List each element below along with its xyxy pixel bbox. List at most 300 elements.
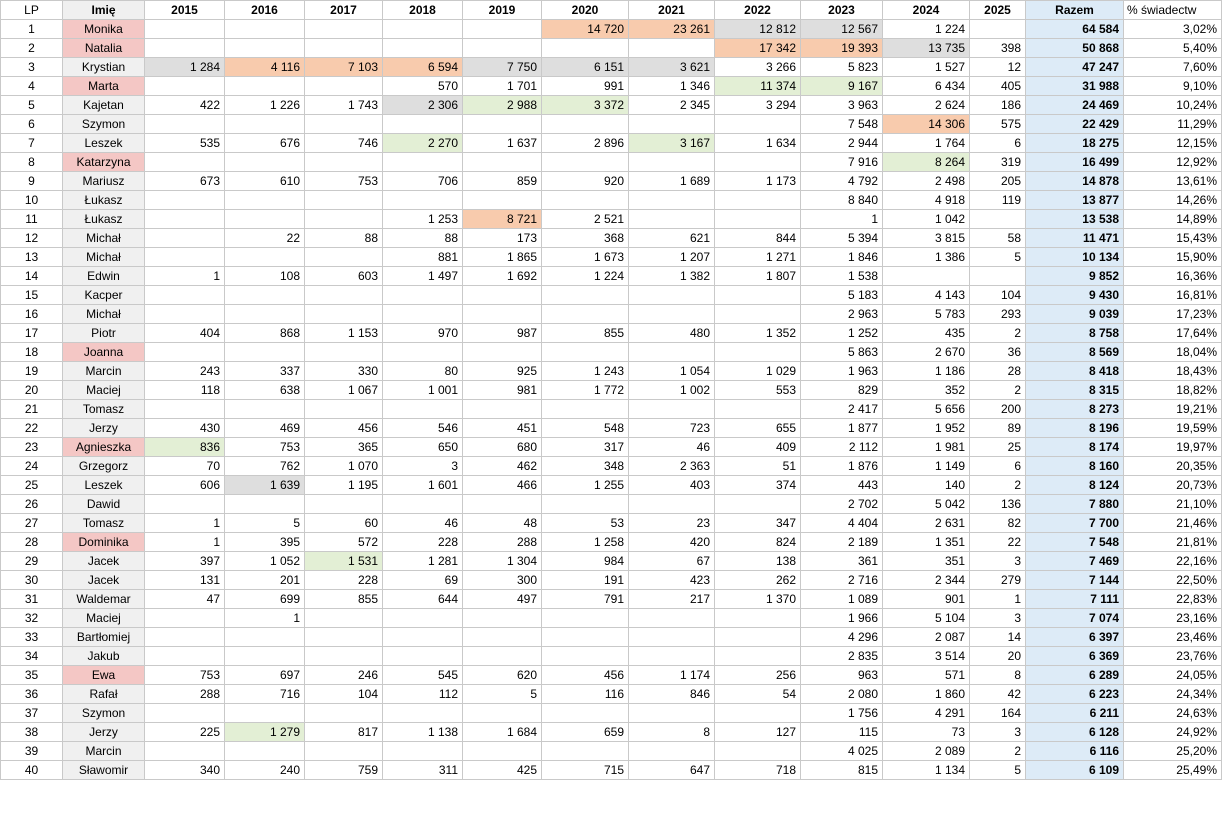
total-cell[interactable]: 8 418: [1026, 362, 1124, 381]
year-value-cell[interactable]: 846: [629, 685, 715, 704]
year-value-cell[interactable]: 300: [463, 571, 542, 590]
year-value-cell[interactable]: 340: [145, 761, 225, 780]
year-value-cell[interactable]: [629, 115, 715, 134]
name-cell[interactable]: Jakub: [63, 647, 145, 666]
year-value-cell[interactable]: [463, 115, 542, 134]
percent-cell[interactable]: 23,76%: [1124, 647, 1222, 666]
year-value-cell[interactable]: [542, 305, 629, 324]
year-value-cell[interactable]: 337: [225, 362, 305, 381]
year-value-cell[interactable]: [383, 742, 463, 761]
lp-cell[interactable]: 25: [1, 476, 63, 495]
year-value-cell[interactable]: 676: [225, 134, 305, 153]
year-value-cell[interactable]: 859: [463, 172, 542, 191]
year-value-cell[interactable]: 1 067: [305, 381, 383, 400]
year-value-cell[interactable]: [542, 495, 629, 514]
year-value-cell[interactable]: [305, 628, 383, 647]
year-value-cell[interactable]: 603: [305, 267, 383, 286]
percent-cell[interactable]: 17,23%: [1124, 305, 1222, 324]
year-value-cell[interactable]: 5: [463, 685, 542, 704]
year-value-cell[interactable]: [970, 20, 1026, 39]
year-value-cell[interactable]: 1 255: [542, 476, 629, 495]
year-value-cell[interactable]: 817: [305, 723, 383, 742]
year-value-cell[interactable]: 1 174: [629, 666, 715, 685]
lp-cell[interactable]: 19: [1, 362, 63, 381]
year-value-cell[interactable]: 497: [463, 590, 542, 609]
total-cell[interactable]: 6 128: [1026, 723, 1124, 742]
year-value-cell[interactable]: 395: [225, 533, 305, 552]
year-value-cell[interactable]: 753: [305, 172, 383, 191]
name-cell[interactable]: Piotr: [63, 324, 145, 343]
percent-cell[interactable]: 24,92%: [1124, 723, 1222, 742]
header-year[interactable]: 2022: [715, 1, 801, 20]
header-year[interactable]: 2024: [883, 1, 970, 20]
year-value-cell[interactable]: 1 149: [883, 457, 970, 476]
year-value-cell[interactable]: 1 807: [715, 267, 801, 286]
year-value-cell[interactable]: 1 963: [801, 362, 883, 381]
year-value-cell[interactable]: [715, 742, 801, 761]
year-value-cell[interactable]: 2 417: [801, 400, 883, 419]
year-value-cell[interactable]: [383, 609, 463, 628]
year-value-cell[interactable]: 920: [542, 172, 629, 191]
year-value-cell[interactable]: [383, 628, 463, 647]
year-value-cell[interactable]: 1 153: [305, 324, 383, 343]
year-value-cell[interactable]: 1: [145, 514, 225, 533]
total-cell[interactable]: 14 878: [1026, 172, 1124, 191]
year-value-cell[interactable]: 311: [383, 761, 463, 780]
total-cell[interactable]: 8 196: [1026, 419, 1124, 438]
year-value-cell[interactable]: 256: [715, 666, 801, 685]
year-value-cell[interactable]: [542, 628, 629, 647]
year-value-cell[interactable]: 3: [970, 552, 1026, 571]
year-value-cell[interactable]: [715, 343, 801, 362]
year-value-cell[interactable]: 108: [225, 267, 305, 286]
percent-cell[interactable]: 22,16%: [1124, 552, 1222, 571]
year-value-cell[interactable]: 1 271: [715, 248, 801, 267]
year-value-cell[interactable]: [970, 267, 1026, 286]
year-value-cell[interactable]: 319: [970, 153, 1026, 172]
lp-cell[interactable]: 12: [1, 229, 63, 248]
year-value-cell[interactable]: 469: [225, 419, 305, 438]
year-value-cell[interactable]: 855: [305, 590, 383, 609]
year-value-cell[interactable]: [305, 191, 383, 210]
year-value-cell[interactable]: [225, 305, 305, 324]
year-value-cell[interactable]: 8: [629, 723, 715, 742]
year-value-cell[interactable]: [383, 704, 463, 723]
year-value-cell[interactable]: [225, 628, 305, 647]
lp-cell[interactable]: 27: [1, 514, 63, 533]
name-cell[interactable]: Waldemar: [63, 590, 145, 609]
year-value-cell[interactable]: 217: [629, 590, 715, 609]
year-value-cell[interactable]: 715: [542, 761, 629, 780]
lp-cell[interactable]: 40: [1, 761, 63, 780]
name-cell[interactable]: Marcin: [63, 742, 145, 761]
year-value-cell[interactable]: 1: [145, 533, 225, 552]
year-value-cell[interactable]: 104: [970, 286, 1026, 305]
year-value-cell[interactable]: 246: [305, 666, 383, 685]
name-cell[interactable]: Kacper: [63, 286, 145, 305]
year-value-cell[interactable]: [463, 495, 542, 514]
year-value-cell[interactable]: 2 270: [383, 134, 463, 153]
percent-cell[interactable]: 19,21%: [1124, 400, 1222, 419]
percent-cell[interactable]: 12,15%: [1124, 134, 1222, 153]
year-value-cell[interactable]: 1: [970, 590, 1026, 609]
year-value-cell[interactable]: [145, 115, 225, 134]
year-value-cell[interactable]: [305, 400, 383, 419]
year-value-cell[interactable]: 7 750: [463, 58, 542, 77]
year-value-cell[interactable]: [463, 153, 542, 172]
lp-cell[interactable]: 16: [1, 305, 63, 324]
year-value-cell[interactable]: 855: [542, 324, 629, 343]
percent-cell[interactable]: 25,49%: [1124, 761, 1222, 780]
lp-cell[interactable]: 36: [1, 685, 63, 704]
year-value-cell[interactable]: 60: [305, 514, 383, 533]
year-value-cell[interactable]: 3 372: [542, 96, 629, 115]
year-value-cell[interactable]: 5 042: [883, 495, 970, 514]
year-value-cell[interactable]: 1 243: [542, 362, 629, 381]
year-value-cell[interactable]: 420: [629, 533, 715, 552]
year-value-cell[interactable]: [145, 248, 225, 267]
name-cell[interactable]: Dominika: [63, 533, 145, 552]
year-value-cell[interactable]: 1 351: [883, 533, 970, 552]
name-cell[interactable]: Mariusz: [63, 172, 145, 191]
year-value-cell[interactable]: 970: [383, 324, 463, 343]
year-value-cell[interactable]: [542, 39, 629, 58]
name-cell[interactable]: Marcin: [63, 362, 145, 381]
year-value-cell[interactable]: 836: [145, 438, 225, 457]
total-cell[interactable]: 8 758: [1026, 324, 1124, 343]
year-value-cell[interactable]: 1 639: [225, 476, 305, 495]
year-value-cell[interactable]: [542, 343, 629, 362]
year-value-cell[interactable]: [629, 628, 715, 647]
year-value-cell[interactable]: 430: [145, 419, 225, 438]
year-value-cell[interactable]: 5 394: [801, 229, 883, 248]
name-cell[interactable]: Ewa: [63, 666, 145, 685]
year-value-cell[interactable]: 13 735: [883, 39, 970, 58]
year-value-cell[interactable]: [383, 20, 463, 39]
year-value-cell[interactable]: 422: [145, 96, 225, 115]
year-value-cell[interactable]: 5 183: [801, 286, 883, 305]
year-value-cell[interactable]: 1 382: [629, 267, 715, 286]
year-value-cell[interactable]: 186: [970, 96, 1026, 115]
year-value-cell[interactable]: 1 173: [715, 172, 801, 191]
name-cell[interactable]: Katarzyna: [63, 153, 145, 172]
year-value-cell[interactable]: 2 087: [883, 628, 970, 647]
lp-cell[interactable]: 31: [1, 590, 63, 609]
name-cell[interactable]: Leszek: [63, 476, 145, 495]
name-cell[interactable]: Agnieszka: [63, 438, 145, 457]
year-value-cell[interactable]: [145, 343, 225, 362]
year-value-cell[interactable]: 572: [305, 533, 383, 552]
year-value-cell[interactable]: 545: [383, 666, 463, 685]
year-value-cell[interactable]: [305, 742, 383, 761]
year-value-cell[interactable]: 14: [970, 628, 1026, 647]
year-value-cell[interactable]: 12: [970, 58, 1026, 77]
year-value-cell[interactable]: 6: [970, 457, 1026, 476]
year-value-cell[interactable]: 28: [970, 362, 1026, 381]
year-value-cell[interactable]: 347: [715, 514, 801, 533]
lp-cell[interactable]: 29: [1, 552, 63, 571]
year-value-cell[interactable]: [542, 742, 629, 761]
year-value-cell[interactable]: 173: [463, 229, 542, 248]
year-value-cell[interactable]: 317: [542, 438, 629, 457]
year-value-cell[interactable]: 723: [629, 419, 715, 438]
year-value-cell[interactable]: [225, 742, 305, 761]
total-cell[interactable]: 7 074: [1026, 609, 1124, 628]
year-value-cell[interactable]: 279: [970, 571, 1026, 590]
year-value-cell[interactable]: 191: [542, 571, 629, 590]
lp-cell[interactable]: 28: [1, 533, 63, 552]
year-value-cell[interactable]: [225, 153, 305, 172]
year-value-cell[interactable]: 480: [629, 324, 715, 343]
percent-cell[interactable]: 19,59%: [1124, 419, 1222, 438]
year-value-cell[interactable]: [463, 286, 542, 305]
name-cell[interactable]: Dawid: [63, 495, 145, 514]
year-value-cell[interactable]: 1 865: [463, 248, 542, 267]
year-value-cell[interactable]: 116: [542, 685, 629, 704]
year-value-cell[interactable]: 1 981: [883, 438, 970, 457]
lp-cell[interactable]: 4: [1, 77, 63, 96]
year-value-cell[interactable]: 330: [305, 362, 383, 381]
year-value-cell[interactable]: 288: [463, 533, 542, 552]
percent-cell[interactable]: 13,61%: [1124, 172, 1222, 191]
name-cell[interactable]: Jerzy: [63, 723, 145, 742]
year-value-cell[interactable]: 981: [463, 381, 542, 400]
year-value-cell[interactable]: [225, 647, 305, 666]
name-cell[interactable]: Łukasz: [63, 191, 145, 210]
year-value-cell[interactable]: [383, 305, 463, 324]
year-value-cell[interactable]: 1 497: [383, 267, 463, 286]
year-value-cell[interactable]: 571: [883, 666, 970, 685]
total-cell[interactable]: 11 471: [1026, 229, 1124, 248]
year-value-cell[interactable]: 1 527: [883, 58, 970, 77]
year-value-cell[interactable]: [305, 153, 383, 172]
year-value-cell[interactable]: 1 764: [883, 134, 970, 153]
year-value-cell[interactable]: 67: [629, 552, 715, 571]
year-value-cell[interactable]: 17 342: [715, 39, 801, 58]
year-value-cell[interactable]: 2 089: [883, 742, 970, 761]
year-value-cell[interactable]: 697: [225, 666, 305, 685]
year-value-cell[interactable]: [305, 343, 383, 362]
year-value-cell[interactable]: 451: [463, 419, 542, 438]
year-value-cell[interactable]: 361: [801, 552, 883, 571]
year-value-cell[interactable]: [463, 400, 542, 419]
lp-cell[interactable]: 21: [1, 400, 63, 419]
year-value-cell[interactable]: [629, 191, 715, 210]
year-value-cell[interactable]: 42: [970, 685, 1026, 704]
year-value-cell[interactable]: 659: [542, 723, 629, 742]
year-value-cell[interactable]: [145, 742, 225, 761]
year-value-cell[interactable]: 620: [463, 666, 542, 685]
percent-cell[interactable]: 14,26%: [1124, 191, 1222, 210]
year-value-cell[interactable]: 466: [463, 476, 542, 495]
year-value-cell[interactable]: [542, 609, 629, 628]
year-value-cell[interactable]: 2 835: [801, 647, 883, 666]
year-value-cell[interactable]: [715, 286, 801, 305]
year-value-cell[interactable]: [542, 191, 629, 210]
year-value-cell[interactable]: 6 594: [383, 58, 463, 77]
year-value-cell[interactable]: 1 966: [801, 609, 883, 628]
year-value-cell[interactable]: 12 567: [801, 20, 883, 39]
year-value-cell[interactable]: 8 721: [463, 210, 542, 229]
year-value-cell[interactable]: [225, 20, 305, 39]
year-value-cell[interactable]: [145, 647, 225, 666]
name-cell[interactable]: Grzegorz: [63, 457, 145, 476]
percent-cell[interactable]: 24,05%: [1124, 666, 1222, 685]
year-value-cell[interactable]: 7 548: [801, 115, 883, 134]
year-value-cell[interactable]: 1 284: [145, 58, 225, 77]
year-value-cell[interactable]: 901: [883, 590, 970, 609]
year-value-cell[interactable]: [305, 609, 383, 628]
name-cell[interactable]: Monika: [63, 20, 145, 39]
lp-cell[interactable]: 6: [1, 115, 63, 134]
name-cell[interactable]: Michał: [63, 229, 145, 248]
year-value-cell[interactable]: 987: [463, 324, 542, 343]
year-value-cell[interactable]: [542, 286, 629, 305]
year-value-cell[interactable]: 647: [629, 761, 715, 780]
percent-cell[interactable]: 25,20%: [1124, 742, 1222, 761]
total-cell[interactable]: 6 397: [1026, 628, 1124, 647]
percent-cell[interactable]: 12,92%: [1124, 153, 1222, 172]
year-value-cell[interactable]: 243: [145, 362, 225, 381]
header-year[interactable]: 2021: [629, 1, 715, 20]
year-value-cell[interactable]: 1 134: [883, 761, 970, 780]
year-value-cell[interactable]: 621: [629, 229, 715, 248]
year-value-cell[interactable]: 22: [225, 229, 305, 248]
name-cell[interactable]: Krystian: [63, 58, 145, 77]
year-value-cell[interactable]: [715, 305, 801, 324]
year-value-cell[interactable]: 2 521: [542, 210, 629, 229]
year-value-cell[interactable]: 610: [225, 172, 305, 191]
year-value-cell[interactable]: 2 624: [883, 96, 970, 115]
year-value-cell[interactable]: 9 167: [801, 77, 883, 96]
lp-cell[interactable]: 9: [1, 172, 63, 191]
year-value-cell[interactable]: [145, 400, 225, 419]
total-cell[interactable]: 6 109: [1026, 761, 1124, 780]
percent-cell[interactable]: 23,16%: [1124, 609, 1222, 628]
year-value-cell[interactable]: 2: [970, 381, 1026, 400]
year-value-cell[interactable]: 2 716: [801, 571, 883, 590]
year-value-cell[interactable]: 1 743: [305, 96, 383, 115]
year-value-cell[interactable]: 1 138: [383, 723, 463, 742]
name-cell[interactable]: Michał: [63, 305, 145, 324]
year-value-cell[interactable]: 2 670: [883, 343, 970, 362]
year-value-cell[interactable]: 6 151: [542, 58, 629, 77]
year-value-cell[interactable]: 1 258: [542, 533, 629, 552]
year-value-cell[interactable]: 718: [715, 761, 801, 780]
year-value-cell[interactable]: 2 498: [883, 172, 970, 191]
year-value-cell[interactable]: 673: [145, 172, 225, 191]
year-value-cell[interactable]: 205: [970, 172, 1026, 191]
year-value-cell[interactable]: 47: [145, 590, 225, 609]
total-cell[interactable]: 7 469: [1026, 552, 1124, 571]
year-value-cell[interactable]: 1 601: [383, 476, 463, 495]
year-value-cell[interactable]: 638: [225, 381, 305, 400]
year-value-cell[interactable]: [225, 191, 305, 210]
percent-cell[interactable]: 5,40%: [1124, 39, 1222, 58]
total-cell[interactable]: 16 499: [1026, 153, 1124, 172]
year-value-cell[interactable]: 262: [715, 571, 801, 590]
year-value-cell[interactable]: [305, 495, 383, 514]
year-value-cell[interactable]: [629, 742, 715, 761]
year-value-cell[interactable]: 1 386: [883, 248, 970, 267]
name-cell[interactable]: Rafał: [63, 685, 145, 704]
total-cell[interactable]: 18 275: [1026, 134, 1124, 153]
year-value-cell[interactable]: 759: [305, 761, 383, 780]
percent-cell[interactable]: 15,43%: [1124, 229, 1222, 248]
year-value-cell[interactable]: 1 253: [383, 210, 463, 229]
year-value-cell[interactable]: [629, 609, 715, 628]
year-value-cell[interactable]: [715, 628, 801, 647]
year-value-cell[interactable]: [225, 210, 305, 229]
year-value-cell[interactable]: 2 363: [629, 457, 715, 476]
year-value-cell[interactable]: 403: [629, 476, 715, 495]
total-cell[interactable]: 8 315: [1026, 381, 1124, 400]
header-name[interactable]: Imię: [63, 1, 145, 20]
year-value-cell[interactable]: 8 840: [801, 191, 883, 210]
total-cell[interactable]: 31 988: [1026, 77, 1124, 96]
year-value-cell[interactable]: 1 281: [383, 552, 463, 571]
year-value-cell[interactable]: 1 538: [801, 267, 883, 286]
year-value-cell[interactable]: 374: [715, 476, 801, 495]
year-value-cell[interactable]: 23: [629, 514, 715, 533]
total-cell[interactable]: 8 124: [1026, 476, 1124, 495]
year-value-cell[interactable]: 1 876: [801, 457, 883, 476]
year-value-cell[interactable]: [463, 39, 542, 58]
name-cell[interactable]: Jacek: [63, 552, 145, 571]
year-value-cell[interactable]: 535: [145, 134, 225, 153]
year-value-cell[interactable]: 753: [145, 666, 225, 685]
percent-cell[interactable]: 22,83%: [1124, 590, 1222, 609]
year-value-cell[interactable]: 1 052: [225, 552, 305, 571]
year-value-cell[interactable]: 11 374: [715, 77, 801, 96]
year-value-cell[interactable]: 2 189: [801, 533, 883, 552]
year-value-cell[interactable]: 1 186: [883, 362, 970, 381]
year-value-cell[interactable]: 844: [715, 229, 801, 248]
year-value-cell[interactable]: [225, 39, 305, 58]
year-value-cell[interactable]: 404: [145, 324, 225, 343]
year-value-cell[interactable]: 2 345: [629, 96, 715, 115]
percent-cell[interactable]: 18,43%: [1124, 362, 1222, 381]
year-value-cell[interactable]: [715, 153, 801, 172]
lp-cell[interactable]: 13: [1, 248, 63, 267]
name-cell[interactable]: Bartłomiej: [63, 628, 145, 647]
lp-cell[interactable]: 15: [1, 286, 63, 305]
year-value-cell[interactable]: [383, 153, 463, 172]
year-value-cell[interactable]: 2: [970, 324, 1026, 343]
year-value-cell[interactable]: 2 988: [463, 96, 542, 115]
total-cell[interactable]: 6 223: [1026, 685, 1124, 704]
year-value-cell[interactable]: 548: [542, 419, 629, 438]
year-value-cell[interactable]: [715, 400, 801, 419]
year-value-cell[interactable]: 5 823: [801, 58, 883, 77]
year-value-cell[interactable]: 1 772: [542, 381, 629, 400]
year-value-cell[interactable]: 368: [542, 229, 629, 248]
year-value-cell[interactable]: 1 860: [883, 685, 970, 704]
percent-cell[interactable]: 18,04%: [1124, 343, 1222, 362]
year-value-cell[interactable]: [629, 305, 715, 324]
year-value-cell[interactable]: 8 264: [883, 153, 970, 172]
name-cell[interactable]: Joanna: [63, 343, 145, 362]
year-value-cell[interactable]: [145, 191, 225, 210]
year-value-cell[interactable]: 115: [801, 723, 883, 742]
year-value-cell[interactable]: 1 673: [542, 248, 629, 267]
year-value-cell[interactable]: 14 720: [542, 20, 629, 39]
year-value-cell[interactable]: [715, 495, 801, 514]
year-value-cell[interactable]: 1 224: [883, 20, 970, 39]
percent-cell[interactable]: 14,89%: [1124, 210, 1222, 229]
lp-cell[interactable]: 2: [1, 39, 63, 58]
year-value-cell[interactable]: 4 025: [801, 742, 883, 761]
